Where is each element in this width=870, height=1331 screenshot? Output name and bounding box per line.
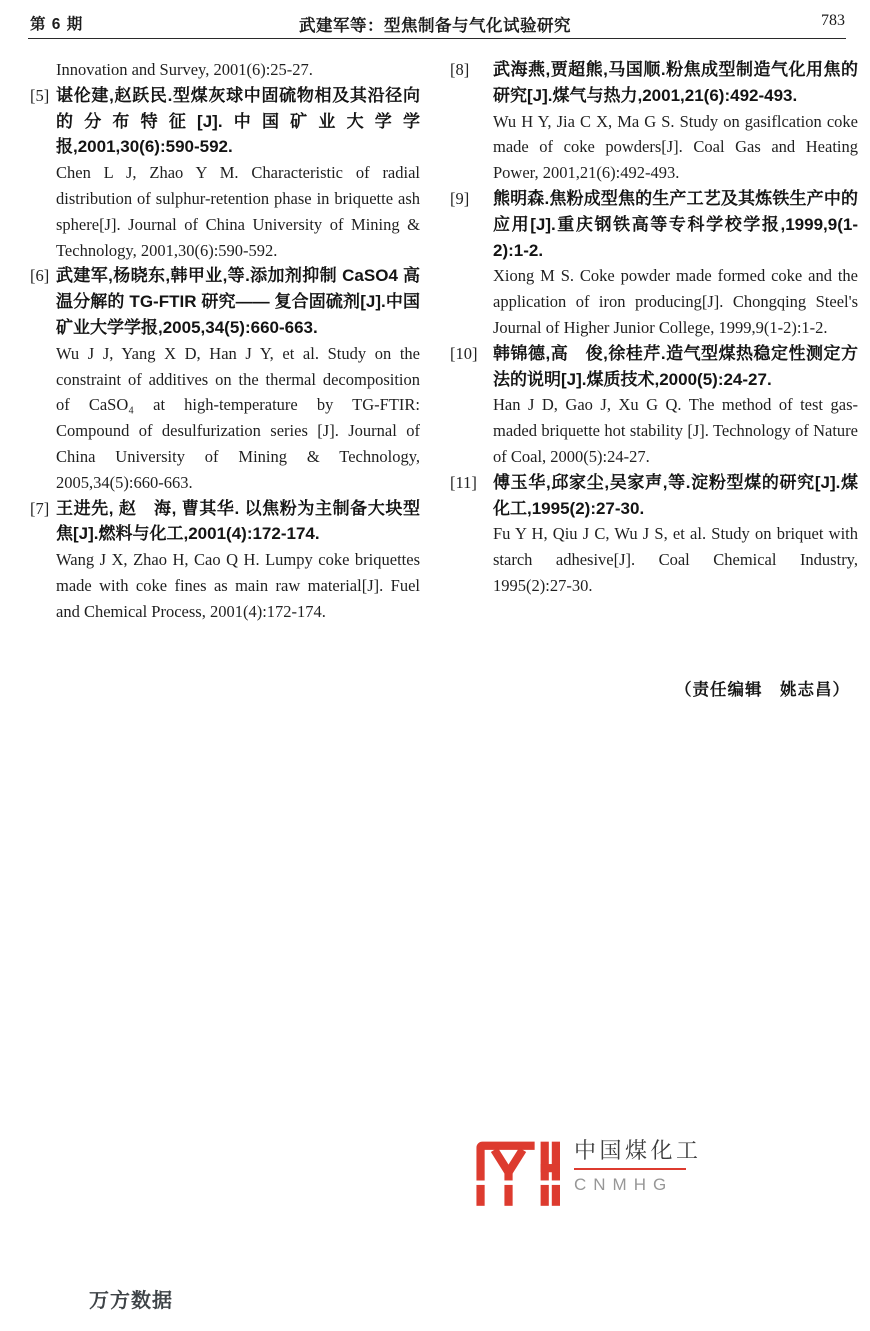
logo-latin-name: CNMHG: [574, 1175, 674, 1194]
reference-entry: [450, 470, 858, 599]
logo-underline: [574, 1168, 686, 1170]
header-page-number: 783: [821, 12, 845, 29]
reference-text-en: Wu H Y, Jia C X, Ma G S. Study on gasiflcation coke made of coke powders[J]. Coal Gas and Heating Power, 2001,21(6):492-493.: [493, 111, 858, 183]
reference-entry: [450, 186, 858, 341]
reference-text-cn: 谌伦建,赵跃民.型煤灰球中固硫物相及其沿径向的分布特征[J].中国矿业大学学报,2001,30(6):590-592.: [56, 85, 420, 157]
header-running-title: 武建军等：型焦制备与气化试验研究: [299, 17, 571, 35]
reference-text-cn: 韩锦德,高 俊,徐桂芹.造气型煤热稳定性测定方法的说明[J].煤质技术,2000(5):24-27.: [493, 343, 858, 389]
editor-note: （责任编辑 姚志昌）: [675, 681, 850, 699]
reference-number: [11]: [450, 472, 477, 492]
reference-number: [10]: [450, 343, 478, 363]
reference-number: [7]: [30, 498, 50, 518]
references-column-right: [450, 57, 858, 599]
reference-entry: [450, 341, 858, 470]
reference-entry: [30, 496, 420, 625]
reference-text-en: Chen L J, Zhao Y M. Characteristic of radial distribution of sulphur-retention phase in briquette ash sphere[J]. Journal of China University of Mining & Technology, 2001,30(6):590-592.: [56, 163, 420, 260]
header-issue: 第 6 期: [30, 16, 84, 33]
reference-text-en: Xiong M S. Coke powder made formed coke and the application of iron producing[J]. Chongqing Steel's Journal of Higher Junior College, 1999,9(1-2):1-2.: [493, 266, 858, 337]
reference-text-cn: 王进先, 赵 海, 曹其华. 以焦粉为主制备大块型焦[J].燃料与化工,2001(4):172-174.: [56, 498, 420, 544]
reference-text-cn: 熊明森.焦粉成型焦的生产工艺及其炼铁生产中的应用[J].重庆钢铁高等专科学校学报,1999,9(1-2):1-2.: [493, 188, 858, 260]
reference-entry: [30, 263, 420, 495]
header-rule: [28, 38, 846, 39]
reference-entry: [30, 83, 420, 264]
references-column-left: [30, 57, 420, 625]
reference-entry: [30, 57, 420, 83]
reference-text-en: Innovation and Survey, 2001(6):25-27.: [56, 60, 313, 79]
publisher-logo: [466, 1132, 702, 1206]
logo-cn-name: 中国煤化工: [574, 1138, 702, 1163]
reference-number: [8]: [450, 60, 470, 79]
reference-text-en: Fu Y H, Qiu J C, Wu J S, et al. Study on briquet with starch adhesive[J]. Coal Chemical Industry, 1995(2):27-30.: [493, 524, 858, 595]
wanfang-watermark: 万方数据: [89, 1290, 173, 1312]
reference-number: [9]: [450, 188, 470, 208]
mh-monogram-icon: [466, 1137, 560, 1206]
reference-number: [5]: [30, 85, 50, 105]
reference-text-cn: 武建军,杨晓东,韩甲业,等.添加剂抑制 CaSO4 高温分解的 TG-FTIR 研究—— 复合固硫剂[J].中国矿业大学学报,2005,34(5):660-663.: [56, 266, 420, 337]
reference-number: [6]: [30, 266, 50, 286]
reference-text-en: Wu J J, Yang X D, Han J Y, et al. Study on the constraint of additives on the thermal decomposition of CaSO₄ at high-temperature by TG-FTIR: Compound of desulfurization series [J]. Journal of China University of Mining & Technology, 2005,34(5):660-663.: [56, 343, 420, 492]
references-section: [30, 57, 858, 625]
reference-entry: [450, 57, 858, 186]
reference-text-cn: 傅玉华,邱家尘,吴家声,等.淀粉型煤的研究[J].煤化工,1995(2):27-30.: [493, 472, 858, 518]
reference-text-en: Wang J X, Zhao H, Cao Q H. Lumpy coke briquettes made with coke fines as main raw material[J]. Fuel and Chemical Process, 2001(4):172-174.: [56, 550, 420, 621]
reference-text-en: Han J D, Gao J, Xu G Q. The method of test gas-maded briquette hot stability [J]. Technology of Nature of Coal, 2000(5):24-27.: [493, 395, 858, 466]
logo-text-block: [574, 1132, 702, 1195]
reference-text-cn: 武海燕,贾超熊,马国顺.粉焦成型制造气化用焦的研究[J].煤气与热力,2001,21(6):492-493.: [493, 60, 858, 105]
